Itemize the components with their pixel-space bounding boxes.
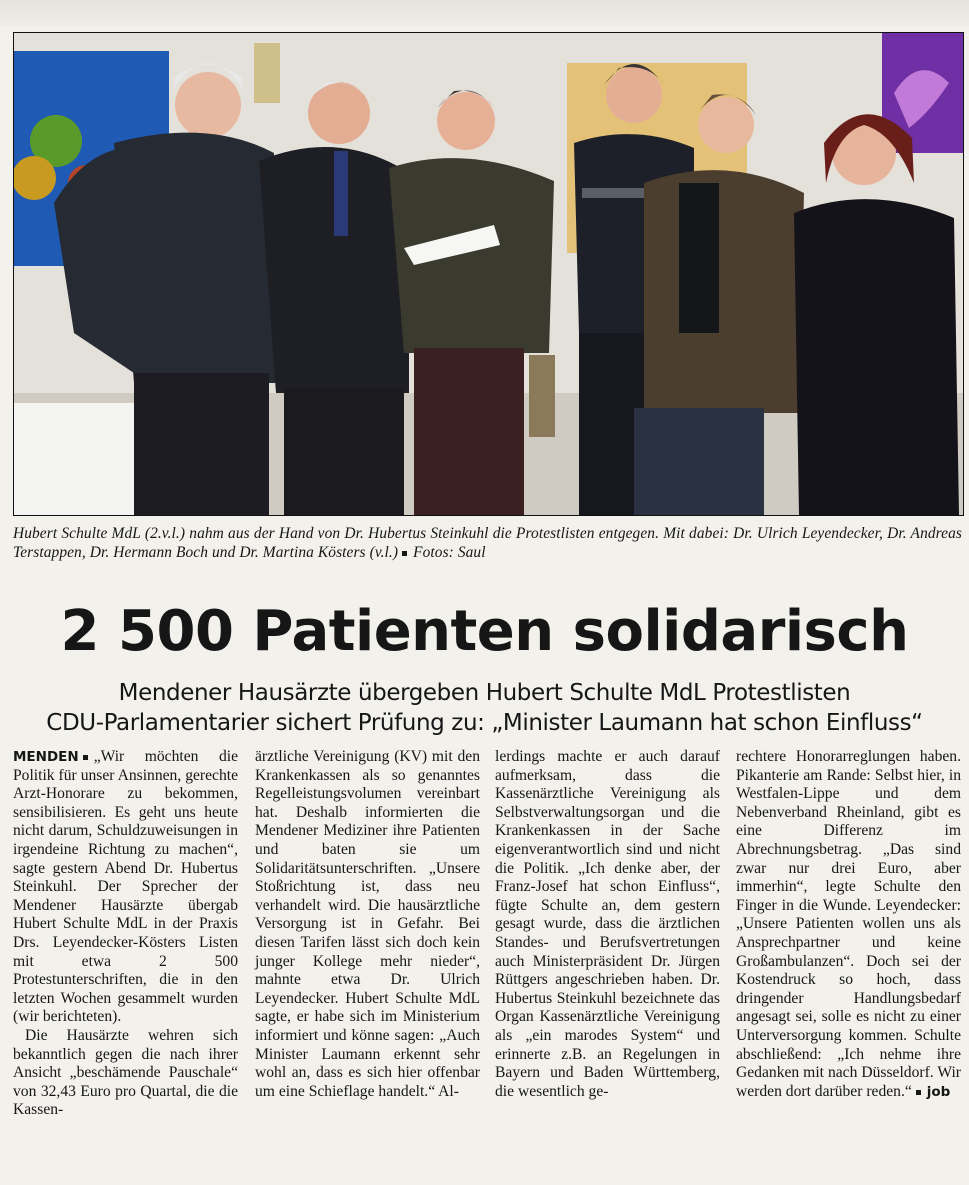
news-photo	[13, 32, 964, 516]
author-square-icon	[916, 1090, 921, 1095]
separator-square-icon	[402, 551, 407, 556]
column-1-paragraph-1: „Wir möchten die Politik für unser Ansinnen, gerechte Arzt-Honorare zu bekommen, sensibilisieren. Es geht uns heute nicht darum, Schuldzuweisungen in irgendeine Richtung zu machen“, sagte gestern Abend Dr. Hubertus Steinkuhl. Der Sprecher der Mendener Hausärzte übergab Hubert Schulte MdL in der Praxis Drs. Leyendecker-Kösters Listen mit etwa 2 500 Protestunterschriften, die in den letzten Wochen gesammelt wurden (wir berichteten).	[13, 748, 238, 1026]
column-2-text: ärztliche Vereinigung (KV) mit den Krankenkassen als so genanntes Regelleistungsvolumen vereinbart hat. Deshalb informierten die Mendener Mediziner ihre Patienten und baten sie um Solidaritätsunterschriften. „Unsere Stoßrichtung ist, dass neu verhandelt wird. Die hausärztliche Versorgung ist in Gefahr. Bei diesen Tarifen lässt sich doch kein junger Kollege mehr nieder“, mahnte etwa Dr. Ulrich Leyendecker. Hubert Schulte MdL sagte, er habe sich im Ministerium informiert und könne sagen: „Auch Minister Laumann erkennt sehr wohl an, dass es sich hier offenbar um eine Schieflage handelt.“ Al-	[255, 748, 480, 1100]
dateline-square-icon	[83, 755, 88, 760]
previous-article-strip	[0, 0, 969, 26]
column-4-text: rechtere Honorarreglungen haben. Pikanterie am Rande: Selbst hier, in Westfalen-Lippe und dem Nebenverband Rheinland, gibt es eine Differenz im Abrechnungsbetrag. „Das sind zwar nur drei Euro, aber immerhin“, legte Schulte den Finger in die Wunde. Leyendecker: „Unsere Patienten wollen uns als Ansprechpartner und keine Großambulanzen“. Doch sei der Kostendruck so hoch, dass dringender Handlungsbedarf angesagt sei, solle es nicht zu einer Unterversorgung kommen. Schulte abschließend: „Ich nehme ihre Gedanken mit nach Düsseldorf. Wir werden dort darüber reden.“	[736, 748, 961, 1100]
photo-caption	[13, 524, 962, 562]
headline: 2 500 Patienten solidarisch	[60, 599, 909, 664]
article-column-1	[13, 748, 238, 1120]
dateline: MENDEN	[13, 749, 79, 765]
group-photo-illustration	[14, 33, 963, 515]
column-3-text: lerdings machte er auch darauf aufmerksam, dass die Kassenärztliche Vereinigung als Selbstverwaltungsorgan und die Krankenkassen in der Sache eigenverantwortlich sind und nicht die Politik. „Ich denke aber, der Franz-Josef hat schon Einfluss“, fügte Schulte an, dem gestern gesagt wurde, dass die ärztlichen Standes- und Berufsvertretungen auch Ministerpräsident Dr. Jürgen Rüttgers angeschrieben haben. Dr. Hubertus Steinkuhl bezeichnete das Organ Kassenärztliche Vereinigung als „ein marodes System“ und erinnerte z.B. an Regelungen in Bayern und Baden Württemberg, die wesentlich ge-	[495, 748, 720, 1100]
photo-credit: Fotos: Saul	[413, 544, 486, 561]
article-column-4	[736, 748, 961, 1101]
subheadline-2: CDU-Parlamentarier sichert Prüfung zu: „Minister Laumann hat schon Einfluss“	[46, 710, 923, 736]
article-column-3	[495, 748, 720, 1101]
column-1-paragraph-2: Die Hausärzte wehren sich bekanntlich gegen die nach ihrer Ansicht „beschämende Pauschale“ von 32,43 Euro pro Quartal, die die Kassen-	[13, 1026, 238, 1119]
article-column-2	[255, 748, 480, 1101]
caption-text: Hubert Schulte MdL (2.v.l.) nahm aus der Hand von Dr. Hubertus Steinkuhl die Protestlisten entgegen. Mit dabei: Dr. Ulrich Leyendecker, Dr. Andreas Terstappen, Dr. Hermann Boch und Dr. Martina Kösters (v.l.)	[13, 525, 962, 561]
subheadline-1: Mendener Hausärzte übergeben Hubert Schulte MdL Protestlisten	[118, 680, 851, 706]
author-tag: job	[926, 1083, 951, 1100]
